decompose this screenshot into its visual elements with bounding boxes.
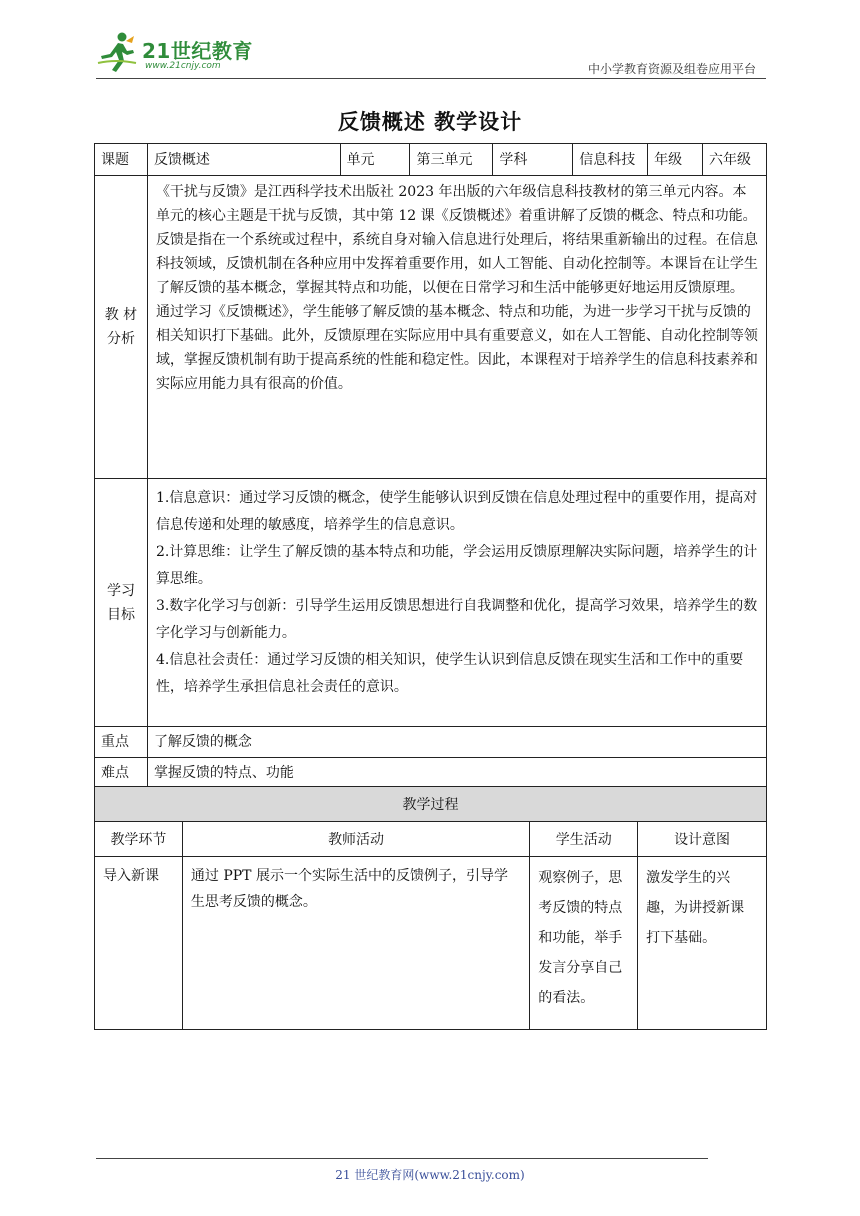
material-paragraph: 《干扰与反馈》是江西科学技术出版社 2023 年出版的六年级信息科技教材的第三单元内容。本单元的核心主题是干扰与反馈，其中第 12 课《反馈概述》着重讲解了反馈的概念、特点和功能。 [155, 184, 757, 224]
column-header-intent: 设计意图 [638, 822, 767, 857]
document-title: 反馈概述 教学设计 [337, 110, 523, 134]
material-analysis-row [95, 176, 767, 479]
student-activity-cell: 观察例子，思考反馈的特点和功能，举手发言分享自己的看法。 [530, 857, 638, 1030]
course-label: 课题 [95, 144, 148, 176]
page-header [0, 0, 860, 80]
objectives-label-line1: 学习 [106, 582, 135, 599]
process-title-row [95, 787, 767, 822]
key-point-label: 重点 [95, 727, 148, 758]
column-header-student: 学生活动 [530, 822, 638, 857]
material-analysis-content [147, 176, 766, 479]
key-point-value: 了解反馈的概念 [147, 727, 766, 758]
material-analysis-label [95, 176, 148, 479]
subject-value: 信息科技 [573, 144, 648, 176]
objectives-content [147, 479, 766, 727]
process-title: 教学过程 [95, 787, 767, 822]
material-paragraph: 反馈是指在一个系统或过程中，系统自身对输入信息进行处理后，将结果重新输出的过程。在信息科技领域，反馈机制在各种应用中发挥着重要作用，如人工智能、自动化控制等。本课旨在让学生了解反馈的基本概念，掌握其特点和功能，以便在日常学习和生活中能够更好地运用反馈原理。 [155, 232, 758, 296]
objective-item: 3.数字化学习与创新：引导学生运用反馈思想进行自我调整和优化，提高学习效果，培养学生的数字化学习与创新能力。 [155, 598, 758, 641]
table-row [95, 857, 767, 1030]
header-divider [96, 78, 766, 79]
objectives-label [95, 479, 148, 727]
lesson-info-table [94, 143, 767, 789]
objectives-label-line2: 目标 [106, 606, 135, 623]
grade-label: 年级 [648, 144, 703, 176]
footer-divider [96, 1158, 708, 1159]
info-row [95, 144, 767, 176]
teacher-activity-cell: 通过 PPT 展示一个实际生活中的反馈例子，引导学生思考反馈的概念。 [182, 857, 529, 1030]
material-label-line2: 分析 [106, 331, 135, 347]
difficult-point-label: 难点 [95, 758, 148, 789]
unit-label: 单元 [340, 144, 410, 176]
stage-cell: 导入新课 [95, 857, 183, 1030]
course-value: 反馈概述 [147, 144, 340, 176]
footer-link[interactable]: 21 世纪教育网(www.21cnjy.com) [335, 1168, 525, 1182]
platform-tagline: 中小学教育资源及组卷应用平台 [587, 62, 756, 76]
objective-item: 2.计算思维：让学生了解反馈的基本特点和功能，学会运用反馈原理解决实际问题，培养学生的计算思维。 [155, 544, 758, 587]
site-logo[interactable] [96, 30, 266, 78]
logo-text: 21世纪教育 [142, 39, 253, 63]
difficult-point-row [95, 758, 767, 789]
runner-logo-icon [96, 30, 140, 74]
unit-value: 第三单元 [410, 144, 493, 176]
logo-url: www.21cnjy.com [145, 61, 221, 71]
material-label-line1: 教 材 [104, 307, 138, 323]
key-point-row [95, 727, 767, 758]
design-intent-cell: 激发学生的兴趣，为讲授新课打下基础。 [638, 857, 767, 1030]
objective-item: 1.信息意识：通过学习反馈的概念，使学生能够认识到反馈在信息处理过程中的重要作用，提高对信息传递和处理的敏感度，培养学生的信息意识。 [155, 490, 758, 533]
column-header-teacher: 教师活动 [182, 822, 529, 857]
difficult-point-value: 掌握反馈的特点、功能 [147, 758, 766, 789]
process-header-row [95, 822, 767, 857]
objectives-row [95, 479, 767, 727]
column-header-stage: 教学环节 [95, 822, 183, 857]
material-paragraph: 通过学习《反馈概述》，学生能够了解反馈的基本概念、特点和功能，为进一步学习干扰与反馈的相关知识打下基础。此外，反馈原理在实际应用中具有重要意义，如在人工智能、自动化控制等领域，掌握反馈机制有助于提高系统的性能和稳定性。因此，本课程对于培养学生的信息科技素养和实际应用能力具有很高的价值。 [155, 304, 758, 392]
teaching-process-table [94, 786, 767, 1030]
objective-item: 4.信息社会责任：通过学习反馈的相关知识，使学生认识到信息反馈在现实生活和工作中的重要性，培养学生承担信息社会责任的意识。 [155, 652, 744, 695]
subject-label: 学科 [493, 144, 573, 176]
grade-value: 六年级 [703, 144, 767, 176]
